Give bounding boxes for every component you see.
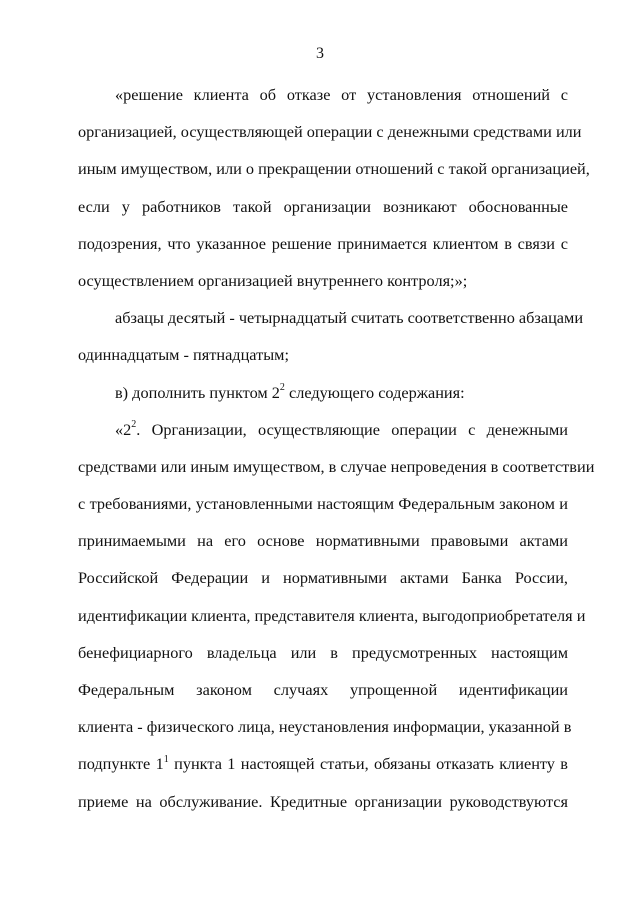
line-text: в) дополнить пунктом 2: [115, 382, 280, 402]
line-text: если у работников такой организации возникают обоснованные: [78, 196, 568, 216]
text-line: [78, 493, 568, 514]
line-text: бенефициарного владельца или в предусмотренных настоящим: [78, 642, 568, 662]
text-line: [78, 158, 590, 179]
superscript: 1: [163, 753, 169, 765]
line-text-continued: . Организации, осуществляющие операции с денежными: [136, 419, 568, 439]
line-text: идентификации клиента, представителя клиента, выгодоприобретателя и: [78, 605, 586, 625]
text-line: [78, 344, 568, 365]
line-text: абзацы десятый - четырнадцатый считать соответственно абзацами: [115, 308, 584, 328]
text-line: [78, 419, 568, 440]
text-line: [78, 382, 568, 403]
line-text: подпункте 1: [78, 754, 164, 774]
line-text: Федеральным законом случаях упрощенной идентификации: [78, 680, 568, 699]
line-text: одиннадцатым - пятнадцатым;: [78, 345, 289, 365]
line-text: Российской Федерации и нормативными актами Банка России,: [78, 568, 568, 588]
text-line: [78, 716, 572, 737]
text-line: [78, 605, 586, 626]
line-text: иным имуществом, или о прекращении отношений с такой организацией,: [78, 159, 590, 179]
line-text: средствами или иным имуществом, в случае непроведения в соответствии: [78, 456, 595, 476]
line-text: с требованиями, установленными настоящим Федеральным законом и: [78, 494, 568, 514]
text-line: [78, 530, 568, 551]
text-line: [78, 753, 568, 774]
text-line: [78, 121, 582, 142]
line-text: приеме на обслуживание. Кредитные организации руководствуются: [78, 791, 568, 811]
line-text: «решение клиента об отказе от установления отношений с: [115, 85, 568, 104]
text-line: [78, 791, 568, 812]
text-line: [78, 196, 568, 217]
page-number: 3: [316, 45, 324, 62]
text-line: [78, 679, 568, 700]
line-text: осуществлением организацией внутреннего контроля;»;: [78, 270, 468, 290]
line-text-continued: пункта 1 настоящей статьи, обязаны отказать клиенту в: [168, 754, 568, 774]
text-line: [78, 567, 568, 588]
text-line: [78, 307, 584, 328]
text-line: [78, 642, 568, 663]
line-text: «2: [115, 419, 132, 439]
line-text: подозрения, что указанное решение принимается клиентом в связи с: [78, 233, 568, 253]
text-line: [78, 233, 568, 254]
line-text-continued: следующего содержания:: [284, 382, 465, 402]
superscript: 2: [279, 382, 285, 394]
document-body: [78, 84, 595, 828]
line-text: клиента - физического лица, неустановления информации, указанной в: [78, 717, 572, 737]
text-line: [78, 84, 568, 105]
line-text: принимаемыми на его основе нормативными правовыми актами: [78, 531, 568, 551]
line-text: организацией, осуществляющей операции с денежными средствами или: [78, 122, 582, 142]
text-line: [78, 270, 568, 291]
superscript: 2: [131, 419, 137, 431]
text-line: [78, 456, 595, 477]
